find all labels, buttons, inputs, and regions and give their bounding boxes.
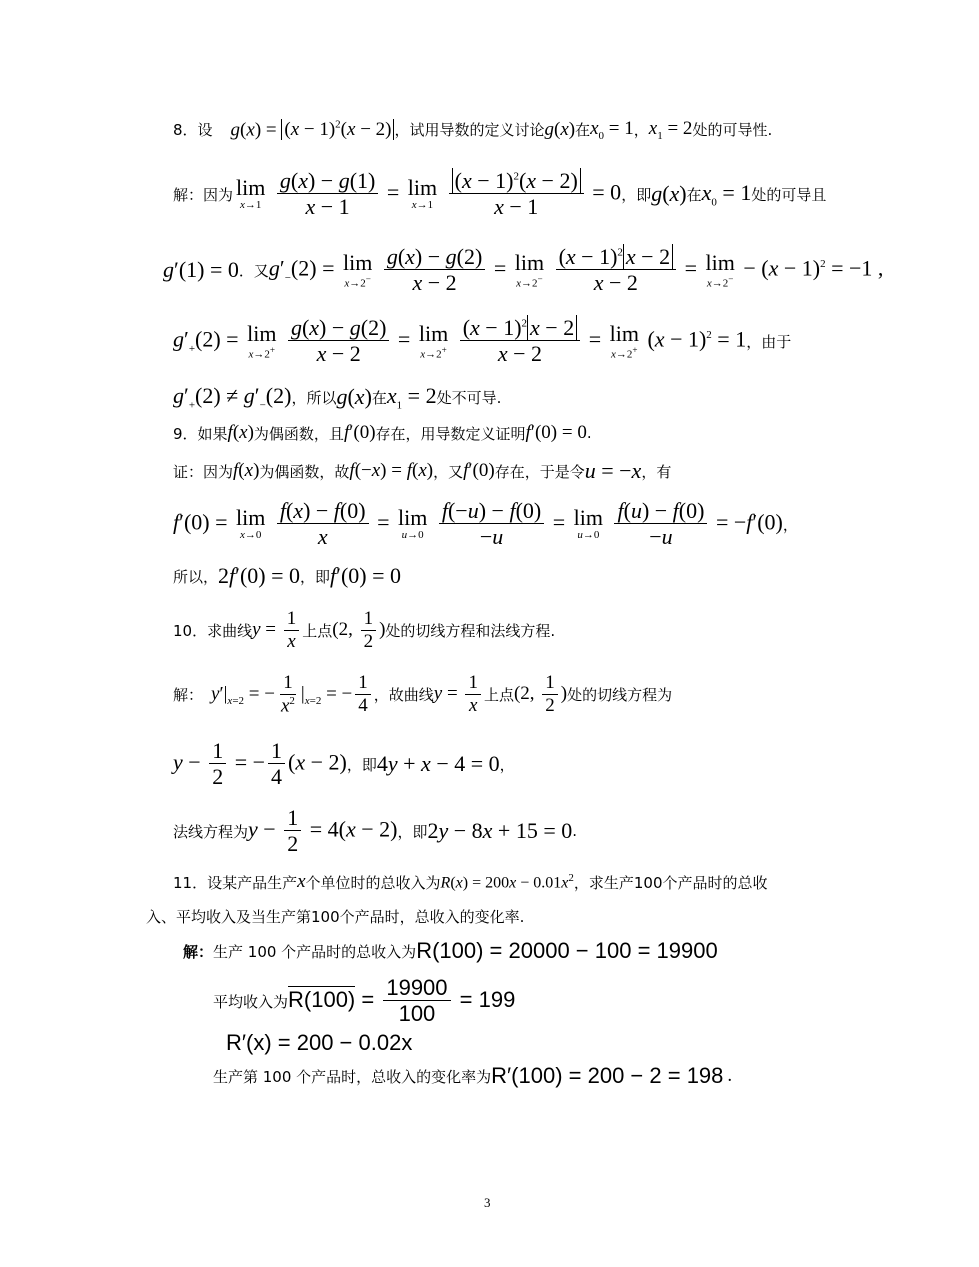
solution-8-text-3: 处的可导且: [751, 185, 827, 204]
solution-9-text-3: 存在，于是令: [494, 462, 585, 481]
solution-8-line-1: [173, 168, 826, 221]
problem-11-line-2: [146, 906, 524, 927]
formula-slope: $y'|_{x=2}$ = − $\frac{1}{x^2}$ $|_{x=2}$ = − $\frac{1}{4}$: [211, 672, 374, 718]
solution-8-text-1: ，即: [621, 185, 652, 204]
formula-marginal-at-100: R′(100) = 200 − 2 = 198: [491, 1063, 724, 1088]
solution-11-text-2: 平均收入为: [213, 992, 289, 1011]
formula-g-prime-1: g′(1) = 0: [163, 257, 239, 283]
solution-10-text-5: ，: [499, 755, 515, 774]
formula-not-equal: $g'_+(2) \ne g'_-(2)$: [173, 383, 292, 412]
formula-even: f(−x) = f(x): [349, 460, 434, 481]
problem-10: [173, 608, 555, 654]
formula-point: (2, $\frac{1}{2}$ ): [332, 608, 386, 652]
solution-10-text-8: .: [572, 822, 578, 841]
formula-f-prime-0-2: f′(0): [463, 460, 495, 481]
problem-8-number: 8．设: [173, 121, 213, 140]
average-denominator: 100: [398, 1001, 436, 1027]
solution-10-text-6: 法线方程为: [173, 822, 249, 841]
formula-fx-2: f(x): [233, 460, 260, 481]
solution-9-text-2: ，又: [433, 462, 464, 481]
problem-11-line-1: [173, 871, 768, 893]
formula-curve: y = $\frac{1}{x}$: [252, 608, 302, 654]
problem-9-text-1: 为偶函数，且: [253, 424, 344, 443]
problem-9-text-2: 存在，用导数定义证明: [375, 424, 526, 443]
formula-gx: g(x): [544, 118, 576, 140]
page-number: 3: [484, 1195, 491, 1210]
solution-8-text-6: ，所以: [291, 388, 337, 407]
problem-8: [173, 118, 772, 142]
formula-normal-simplified: 2y − 8x + 15 = 0: [427, 818, 573, 844]
formula-tangent-simplified: 4y + x − 4 = 0: [376, 751, 500, 777]
solution-10-text-7: ，即: [397, 822, 428, 841]
solution-11-line-1: [183, 938, 718, 964]
solution-11-line-4: [213, 1063, 732, 1089]
problem-9-text-3: .: [586, 424, 592, 442]
formula-even-derivative: f′(0) = lim x→0 $\frac{f(x) - f(0)}{x}$ = lim u→0 $\frac{f(-u) - f(0)}{-u}$ = lim u→0 $\frac{f(u) - f(0)}{-u}$ = −f′(0): [173, 498, 783, 550]
solution-11-label: 解：: [183, 942, 214, 961]
solution-10-line-3: [173, 805, 577, 858]
solution-label: 解：因为: [173, 185, 234, 204]
formula-x1-2: $x_1 = 2$: [386, 383, 437, 412]
formula-revenue: $R(x) = 200x - 0.01x^2$: [440, 871, 574, 892]
solution-10-line-2: [173, 738, 515, 791]
solution-10-text-4: ，即: [346, 755, 377, 774]
problem-8-text-3: ，: [633, 121, 649, 140]
problem-8-text-1: ，试用导数的定义讨论: [394, 121, 545, 140]
solution-11-line-3: [226, 1030, 412, 1056]
solution-11-line-2: [213, 975, 515, 1028]
solution-9-text-5: ，: [782, 515, 798, 534]
average-numerator: 19900: [383, 975, 450, 1001]
problem-11-text-4: 入、平均收入及当生产第100个产品时，总收入的变化率.: [146, 908, 525, 926]
solution-10-line-1: [173, 672, 672, 718]
problem-8-text-2: 在: [575, 121, 591, 140]
formula-x1: $x_1 = 2$: [648, 118, 693, 142]
end-period: .: [727, 1065, 733, 1086]
formula-x0: $x_0 = 1$: [590, 118, 634, 142]
proof-label: 证：因为: [173, 462, 234, 481]
solution-9-text-7: ，即: [300, 567, 331, 586]
formula-limit-1: lim x→1 $\frac{g(x) - g(1)}{x - 1}$ = lim x→1 $\frac{(x - 1)^2(x - 2)}{x - 1}$ = 0: [236, 168, 622, 220]
formula-tangent: y − $\frac{1}{2}$ = − $\frac{1}{4}$ (x − 2): [173, 738, 347, 790]
solution-8-text-8: 处不可导.: [436, 388, 502, 407]
formula-left-derivative: $g'_-(2)$ = lim x→2− $\frac{g(x) - g(2)}{x - 2}$ = lim x→2− $\frac{(x - 1)^2 x - 2}{x - 2}$ = lim x→2− − $(x - 1)^2 = -1$ ,: [268, 244, 884, 296]
formula-point-2: (2, $\frac{1}{2}$ ): [513, 672, 568, 716]
problem-9-number: 9．如果: [173, 424, 228, 443]
problem-11-text-3: ，求生产100个产品时的总收: [573, 873, 768, 892]
formula-f-prime-0-eq: f′(0) = 0: [525, 422, 587, 443]
solution-8-line-3: [173, 315, 791, 368]
solution-10-label: 解：: [173, 686, 204, 705]
problem-9: [173, 422, 592, 444]
problem-8-text-4: 处的可导性.: [692, 121, 773, 140]
solution-8-text-5: ，由于: [746, 332, 792, 351]
formula-f-prime-result: f′(0) = 0: [330, 563, 402, 588]
solution-9-line-1: [173, 458, 671, 484]
formula-f-prime-0: f′(0): [343, 422, 376, 443]
formula-gx-3: g(x): [336, 384, 372, 410]
problem-10-number: 10．求曲线: [173, 622, 253, 641]
solution-8-text-7: 在: [371, 388, 387, 407]
formula-x: x: [297, 871, 306, 892]
solution-9-line-3: [173, 563, 401, 589]
formula-2f-prime: 2f′(0) = 0: [218, 563, 301, 588]
average-result: = 199: [459, 987, 516, 1013]
solution-10-text-3: 处的切线方程为: [567, 686, 673, 705]
formula-gx-2: g(x): [651, 181, 687, 207]
problem-11-text-2: 个单位时的总收入为: [305, 873, 441, 892]
solution-11-text-3: 生产第 100 个产品时，总收入的变化率为: [213, 1067, 492, 1086]
solution-9-text-1: 为偶函数，故: [259, 462, 350, 481]
formula-total-revenue: R(100) = 20000 − 100 = 19900: [416, 938, 718, 963]
problem-11-text-1: 11．设某产品生产: [173, 873, 298, 892]
solution-8-line-2: [163, 244, 883, 297]
formula-substitution: u = −x: [584, 458, 642, 483]
solution-11-text-1: 生产 100 个产品时的总收入为: [213, 942, 417, 961]
solution-9-text-6: 所以，: [173, 567, 219, 586]
solution-9-line-2: [173, 498, 798, 551]
solution-8-line-4: [173, 383, 501, 411]
formula-average-revenue: R(100) = $\frac{19900}{100}$ = 199: [288, 975, 516, 1027]
formula-x0-2: $x_0 = 1$: [701, 180, 752, 209]
formula-fx: f(x): [227, 422, 254, 443]
solution-9-text-4: ，有: [641, 462, 672, 481]
problem-10-text-1: 上点: [302, 622, 333, 641]
formula-right-derivative: $g'_+(2)$ = lim x→2+ $\frac{g(x) - g(2)}{x - 2}$ = lim x→2+ $\frac{(x - 1)^2 x - 2}{x - 2}$ = lim x→2+ $(x - 1)^2 = 1$: [173, 315, 747, 367]
formula-curve-2: y = $\frac{1}{x}$: [434, 672, 484, 718]
problem-10-text-2: 处的切线方程和法线方程.: [385, 622, 556, 641]
solution-10-text-1: ，故曲线: [373, 686, 434, 705]
formula-g-definition: $g(x) = (x - 1)^2(x - 2)$: [231, 119, 395, 141]
solution-10-text-2: 上点: [483, 686, 514, 705]
solution-8-text-2: 在: [686, 185, 702, 204]
formula-normal: y − $\frac{1}{2}$ = 4(x − 2): [248, 805, 398, 857]
formula-marginal-revenue: R′(x) = 200 − 0.02x: [226, 1030, 413, 1055]
solution-8-text-4: ．又: [238, 261, 269, 280]
